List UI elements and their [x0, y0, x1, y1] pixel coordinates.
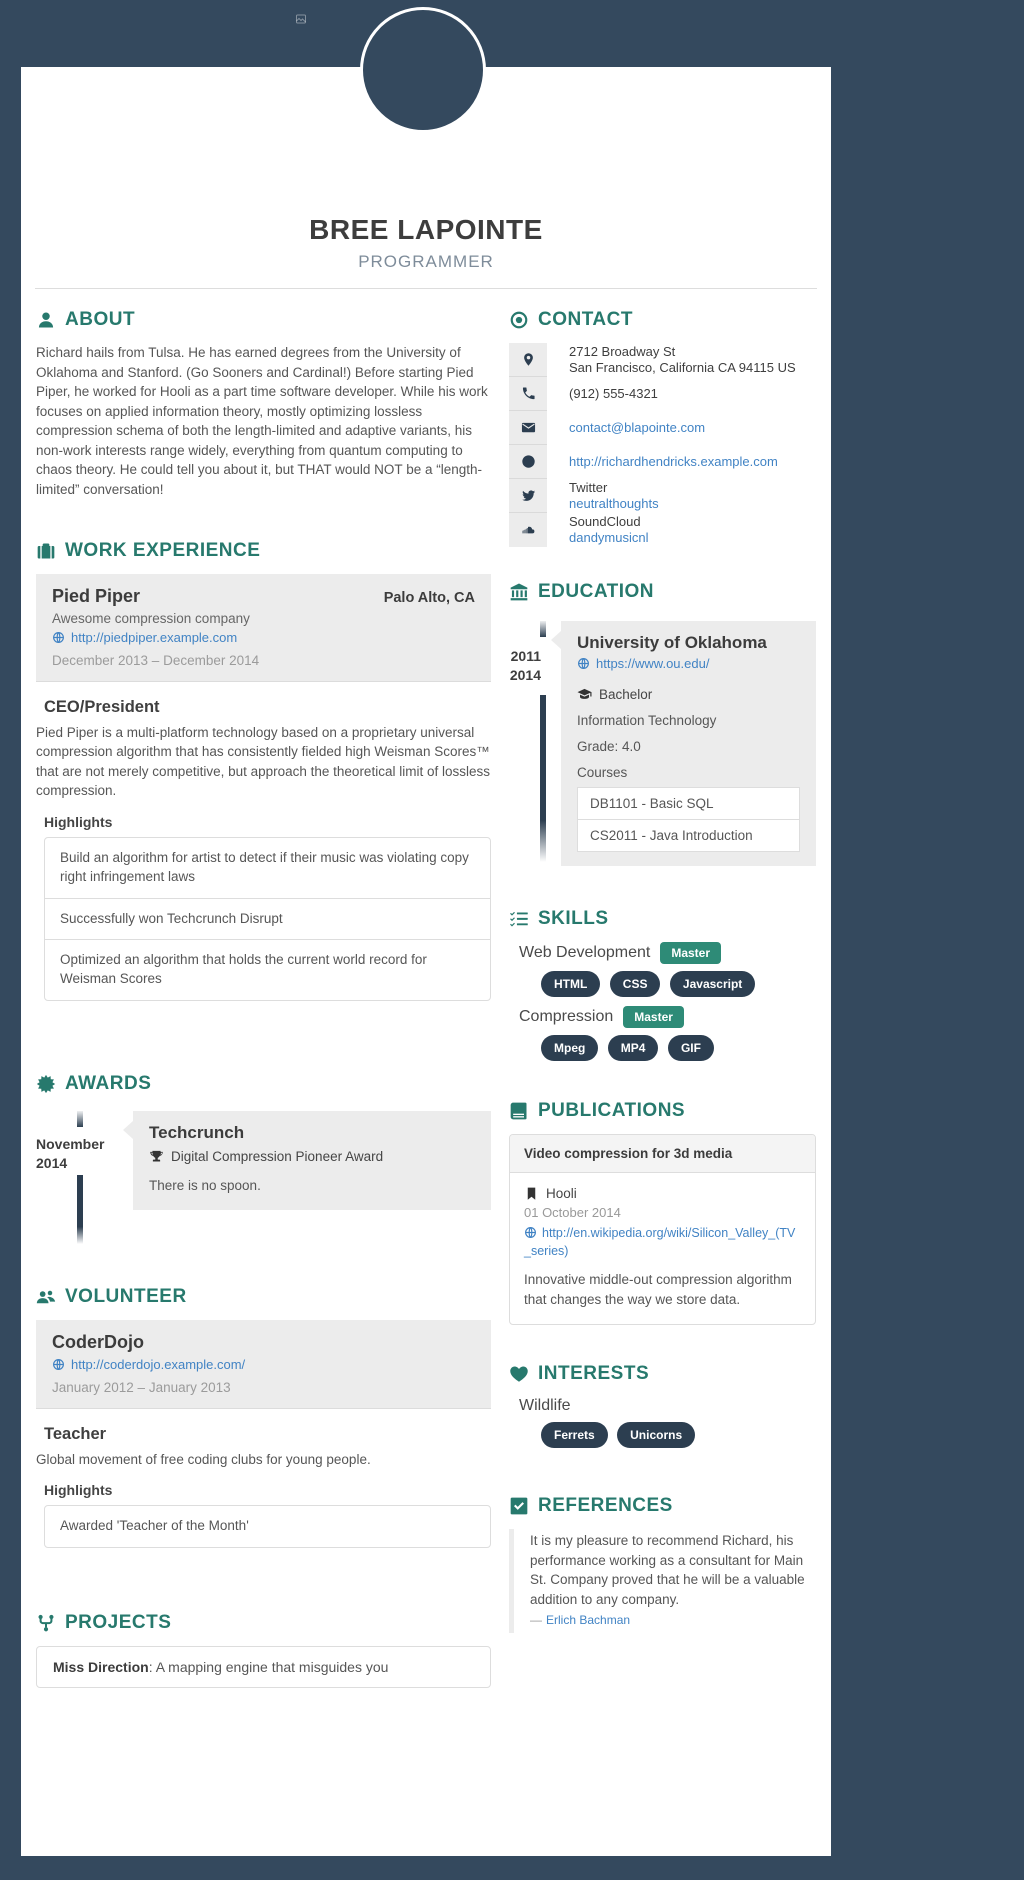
award-name: Digital Compression Pioneer Award [171, 1149, 384, 1165]
soundcloud-profile-link[interactable]: dandymusicnl [569, 530, 649, 545]
interest-name: Wildlife [519, 1397, 571, 1415]
award-summary: There is no spoon. [149, 1178, 261, 1194]
publications-heading-label: PUBLICATIONS [538, 1100, 686, 1121]
company-description: Awesome compression company [52, 610, 250, 626]
study-type: Bachelor [599, 687, 653, 702]
section-interests [509, 1363, 816, 1451]
contact-email-link[interactable]: contact@blapointe.com [569, 419, 706, 435]
interests-heading-label: INTERESTS [538, 1363, 650, 1385]
section-skills [509, 908, 816, 1064]
publications-heading [509, 1100, 816, 1122]
globe-icon [52, 1358, 65, 1371]
skills-heading [509, 908, 816, 930]
study-area: Information Technology [577, 713, 717, 728]
bullseye-icon [509, 310, 529, 330]
address-line2: San Francisco, California CA 94115 US [569, 360, 796, 375]
interest-keyword-pill: Ferrets [541, 1422, 608, 1448]
contact-phone: (912) 555-4321 [569, 385, 658, 401]
interest-group [509, 1397, 816, 1451]
resume-card [21, 67, 831, 1856]
globe-icon [524, 1226, 537, 1239]
work-position: CEO/President [44, 697, 160, 716]
project-name: Miss Direction [53, 1659, 149, 1676]
institution-website-link[interactable]: https://www.ou.edu/ [596, 656, 710, 671]
about-heading-label: ABOUT [65, 309, 136, 330]
contact-email-row [509, 411, 816, 445]
reference-dash: — [530, 1613, 542, 1628]
section-publications [509, 1100, 816, 1325]
org-name: CoderDojo [52, 1331, 144, 1352]
references-heading [509, 1495, 816, 1517]
twitter-profile-link[interactable]: neutralthoughts [569, 496, 659, 511]
person-role: PROGRAMMER [358, 252, 494, 271]
course-item: DB1101 - Basic SQL [577, 787, 800, 820]
award-title: Techcrunch [149, 1123, 245, 1143]
contact-address [569, 343, 796, 377]
work-highlights-list [44, 837, 491, 1001]
skill-group [509, 942, 816, 1000]
projects-heading-label: PROJECTS [65, 1612, 172, 1634]
project-description: : A mapping engine that misguides you [148, 1659, 389, 1676]
trophy-icon [149, 1149, 164, 1164]
publication-link-row [524, 1225, 801, 1260]
company-website-link[interactable]: http://piedpiper.example.com [71, 629, 238, 645]
publication-summary: Innovative middle-out compression algorithm that changes the way we store data. [524, 1272, 792, 1307]
publication-link[interactable]: http://en.wikipedia.org/wiki/Silicon_Valley_(TV_series) [524, 1226, 796, 1258]
skills-heading-label: SKILLS [538, 908, 609, 929]
highlight-item: Build an algorithm for artist to detect if their music was violating copy right infringement laws [44, 837, 491, 899]
publication-body [510, 1173, 815, 1324]
university-icon [509, 582, 529, 602]
volunteer-highlights-label: Highlights [44, 1482, 113, 1499]
heart-icon [509, 1364, 529, 1384]
publication-panel [509, 1134, 816, 1325]
education-heading [509, 581, 816, 603]
education-years [509, 647, 541, 685]
contact-website-row [509, 445, 816, 479]
envelope-icon [509, 411, 547, 445]
skill-level-badge: Master [660, 942, 721, 964]
interest-keywords [541, 1419, 816, 1451]
awards-heading [36, 1073, 491, 1095]
interest-keyword-pill: Unicorns [617, 1422, 695, 1448]
award-card [133, 1111, 491, 1210]
publisher-name: Hooli [546, 1186, 577, 1201]
volunteer-heading-label: VOLUNTEER [65, 1285, 187, 1307]
section-volunteer [36, 1286, 491, 1548]
publisher-row [524, 1186, 801, 1201]
bookmark-icon [524, 1186, 539, 1201]
timeline-bar [540, 695, 546, 862]
tasks-icon [509, 909, 529, 929]
section-projects [36, 1612, 491, 1688]
institution-website-row [577, 656, 709, 671]
profile-network: SoundCloud [569, 513, 641, 529]
skill-keyword-pill: Javascript [670, 971, 755, 997]
volunteer-highlights-list [44, 1505, 491, 1548]
study-grade: Grade: 4.0 [577, 739, 641, 754]
skill-keyword-pill: HTML [541, 971, 600, 997]
left-column [36, 309, 491, 1728]
graduation-cap-icon [577, 687, 592, 702]
courses-label: Courses [577, 765, 628, 780]
globe-icon [509, 445, 547, 479]
contact-heading-label: CONTACT [538, 309, 633, 330]
reference-quote-block [509, 1529, 816, 1633]
skill-level-badge: Master [623, 1006, 684, 1028]
twitter-icon [509, 479, 547, 513]
map-marker-icon [509, 343, 547, 377]
skill-keyword-pill: Mpeg [541, 1035, 598, 1061]
book-icon [509, 1101, 529, 1121]
education-card [561, 621, 816, 866]
reference-name-link[interactable]: Erlich Bachman [546, 1613, 631, 1628]
person-name: BREE LAPOINTE [309, 214, 543, 245]
company-name: Pied Piper [52, 585, 141, 606]
skill-keywords [541, 968, 816, 1000]
highlight-item: Optimized an algorithm that holds the current world record for Weisman Scores [44, 939, 491, 1001]
briefcase-icon [36, 541, 56, 561]
section-references [509, 1495, 816, 1633]
avatar [360, 7, 486, 133]
skill-keyword-pill: CSS [610, 971, 661, 997]
section-education [509, 581, 816, 866]
section-about [36, 309, 491, 500]
timeline-stub [540, 621, 546, 637]
course-list [577, 787, 800, 852]
contact-twitter-row [509, 479, 816, 513]
volunteer-heading [36, 1286, 491, 1308]
education-end-year: 2014 [509, 667, 541, 683]
institution-name: University of Oklahoma [577, 633, 767, 652]
company-location: Palo Alto, CA [383, 589, 475, 606]
work-heading [36, 540, 491, 562]
skill-keywords [541, 1032, 816, 1064]
section-contact [509, 309, 816, 547]
timeline-bar [77, 1175, 83, 1244]
work-highlights-label: Highlights [44, 813, 113, 830]
profile-network: Twitter [569, 479, 608, 495]
publication-date: 01 October 2014 [524, 1205, 621, 1220]
awards-timeline [36, 1111, 491, 1244]
volunteer-position: Teacher [44, 1424, 107, 1443]
org-website-row [52, 1357, 245, 1372]
address-line1: 2712 Broadway St [569, 343, 676, 359]
contact-heading [509, 309, 816, 331]
work-summary: Pied Piper is a multi-platform technology based on a proprietary universal compression algorithm that has consistently fielded high Weisman Scores™ that are not merely competitive, but approach the theoretical limit of lossless compression. [36, 724, 490, 799]
soundcloud-icon [509, 513, 547, 547]
company-website-row [52, 630, 237, 645]
about-text: Richard hails from Tulsa. He has earned degrees from the University of Oklahoma and Stanford. (Go Sooners and Cardinal!) Before starting Pied Piper, he worked for Hooli as a part time software developer. While his work focuses on applied information theory, mostly optimizing lossless compression schema of both the length-limited and adaptive variants, his non-work interests range widely, everything from quantum computing to chaos theory. He could tell you about it, but THAT would NOT be a “length-limited” conversation! [36, 345, 488, 497]
section-work [36, 540, 491, 1002]
education-timeline [509, 621, 816, 866]
contact-phone-row [509, 377, 816, 411]
skill-name: Compression [519, 1008, 614, 1025]
reference-quote: It is my pleasure to recommend Richard, his performance working as a consultant for Main St. Company proved that he will be a valuable addition to any company. [530, 1533, 805, 1607]
references-heading-label: REFERENCES [538, 1495, 673, 1517]
broken-image-icon [295, 12, 307, 24]
code-fork-icon [36, 1613, 56, 1633]
org-website-link[interactable]: http://coderdojo.example.com/ [71, 1356, 246, 1372]
volunteer-summary: Global movement of free coding clubs for young people. [36, 1451, 371, 1467]
skill-keyword-pill: GIF [668, 1035, 714, 1061]
volunteer-dates: January 2012 – January 2013 [52, 1379, 231, 1395]
about-heading [36, 309, 491, 331]
publication-title: Video compression for 3d media [510, 1135, 815, 1173]
users-icon [36, 1287, 56, 1307]
highlight-item: Awarded 'Teacher of the Month' [44, 1505, 491, 1548]
volunteer-org-card [36, 1320, 491, 1409]
section-awards [36, 1073, 491, 1244]
timeline-stub [77, 1111, 83, 1127]
interests-heading [509, 1363, 816, 1385]
award-name-row [149, 1149, 475, 1164]
seal-icon [36, 1074, 56, 1094]
contact-soundcloud-row [509, 513, 816, 547]
check-square-icon [509, 1496, 529, 1516]
globe-icon [52, 631, 65, 644]
skill-keyword-pill: MP4 [608, 1035, 659, 1061]
skill-group [509, 1006, 816, 1064]
work-company-card [36, 574, 491, 682]
study-type-row [577, 687, 800, 702]
course-item: CS2011 - Java Introduction [577, 819, 800, 852]
reference-footer [530, 1613, 816, 1627]
awards-heading-label: AWARDS [65, 1073, 152, 1095]
education-heading-label: EDUCATION [538, 581, 655, 602]
education-start-year: 2011 [510, 648, 541, 664]
project-item [36, 1646, 491, 1688]
work-dates: December 2013 – December 2014 [52, 652, 260, 668]
contact-address-row [509, 343, 816, 377]
award-date: November 2014 [36, 1136, 105, 1172]
user-icon [36, 310, 56, 330]
contact-website-link[interactable]: http://richardhendricks.example.com [569, 453, 778, 469]
right-column [509, 309, 816, 1728]
projects-heading [36, 1612, 491, 1634]
globe-icon [577, 657, 590, 670]
skill-name: Web Development [519, 944, 651, 961]
highlight-item: Successfully won Techcrunch Disrupt [44, 898, 491, 941]
work-heading-label: WORK EXPERIENCE [65, 539, 261, 561]
phone-icon [509, 377, 547, 411]
